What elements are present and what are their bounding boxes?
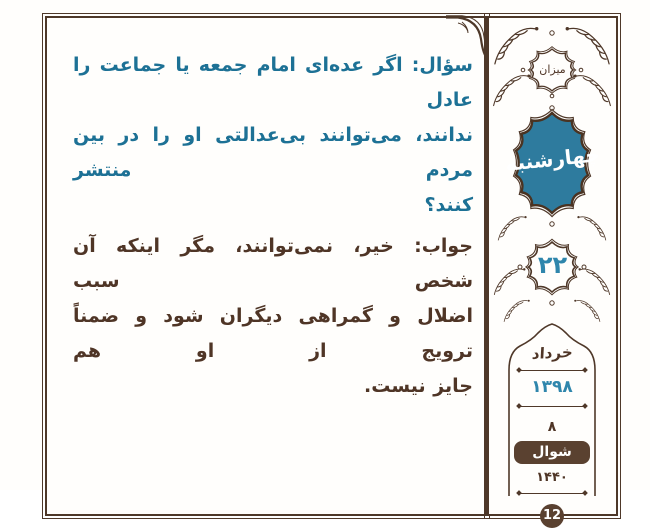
lunar-day: ۸ (547, 419, 557, 435)
answer-line: جایز نیست. (364, 375, 473, 397)
question-line: سؤال: اگر عده‌ای امام جمعه یا جماعت را عادل (73, 54, 473, 111)
question-text (73, 48, 473, 223)
solar-month-name: خرداد (531, 342, 573, 364)
answer-text (73, 229, 473, 404)
weekday-label: چهارشنبه (504, 142, 601, 176)
lunar-month-label: شوال (532, 444, 572, 460)
frame-scallop-ornament (444, 15, 488, 63)
month-arch-panel (509, 330, 595, 528)
qa-text-block (47, 18, 485, 404)
question-line: کنند؟ (424, 194, 473, 216)
gregorian-day: 12 (542, 508, 562, 523)
answer-line: اضلال و گمراهی دیگران شود و ضمناً ترویج از او هم (73, 305, 473, 362)
divider-line (519, 406, 585, 407)
solar-year: ۱۳۹۸ (531, 377, 573, 397)
gregorian-day-circle (540, 504, 564, 528)
solar-day-number: ۲۲ (537, 251, 568, 279)
main-text-panel (45, 16, 487, 516)
calendar-sidebar (487, 16, 618, 523)
lunar-year: ۱۴۴۰ (536, 470, 568, 485)
question-line: ندانند، می‌توانند بی‌عدالتی او را در بین مردم منتشر (73, 124, 473, 181)
lunar-month-badge (514, 441, 590, 464)
zodiac-label: میزان (539, 63, 566, 76)
divider-line (519, 370, 585, 371)
answer-line: جواب: خیر، نمی‌توانند، مگر اینکه آن شخص سبب (73, 235, 473, 292)
divider-line (519, 493, 585, 494)
